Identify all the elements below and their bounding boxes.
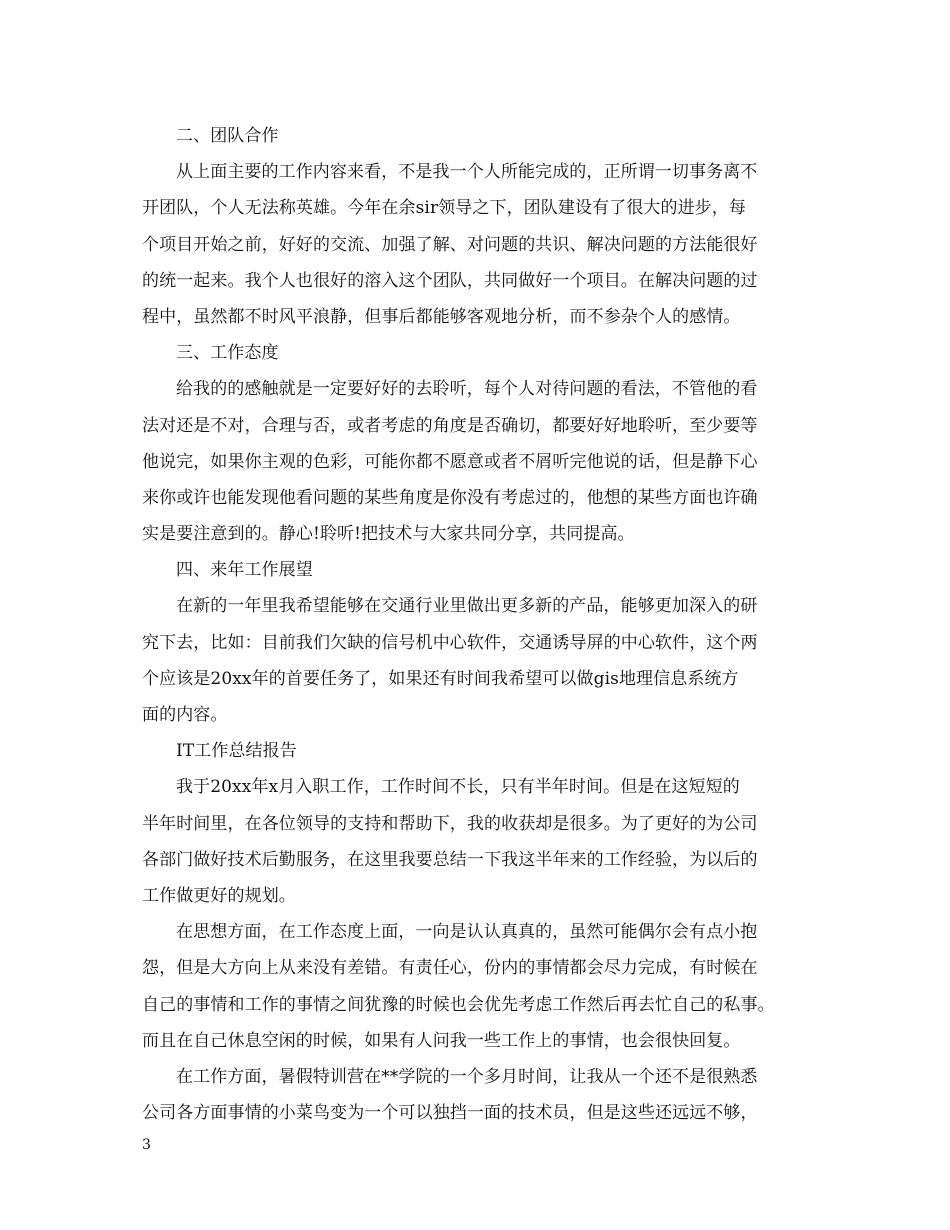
paragraph-line: 在工作方面，暑假特训营在**学院的一个多月时间，让我从一个还不是很熟悉 <box>176 1066 758 1087</box>
paragraph-line: 从上面主要的工作内容来看，不是我一个人所能完成的，正所谓一切事务离不 <box>176 162 758 183</box>
paragraph-line: 怨，但是大方向上从来没有差错。有责任心，份内的事情都会尽力完成，有时候在 <box>142 958 758 979</box>
paragraph-line: 究下去，比如：目前我们欠缺的信号机中心软件，交通诱导屏的中心软件，这个两 <box>142 632 758 653</box>
paragraph-line: 我于20xx年x月入职工作，工作时间不长，只有半年时间。但是在这短短的 <box>176 777 740 798</box>
section-heading-work-attitude: 三、工作态度 <box>176 343 279 364</box>
section-heading-teamwork: 二、团队合作 <box>176 126 279 146</box>
document-body <box>142 118 822 1131</box>
paragraph-line: 他说完，如果你主观的色彩，可能你都不愿意或者不屑听完他说的话，但是静下心 <box>142 451 758 472</box>
paragraph-line: 而且在自己休息空闲的时候，如果有人问我一些工作上的事情，也会很快回复。 <box>142 1030 741 1051</box>
paragraph-line: 在新的一年里我希望能够在交通行业里做出更多新的产品，能够更加深入的研 <box>176 596 758 617</box>
paragraph-line: 在思想方面，在工作态度上面，一向是认认真真的，虽然可能偶尔会有点小抱 <box>176 922 758 943</box>
page-number: 3 <box>142 1137 151 1153</box>
paragraph-line: 工作做更好的规划。 <box>142 885 296 906</box>
paragraph-line: 的统一起来。我个人也很好的溶入这个团队，共同做好一个项目。在解决问题的过 <box>142 270 758 291</box>
paragraph-line: 公司各方面事情的小菜鸟变为一个可以独挡一面的技术员，但是这些还远远不够， <box>142 1103 758 1124</box>
paragraph-line: 各部门做好技术后勤服务，在这里我要总结一下我这半年来的工作经验，为以后的 <box>142 849 758 870</box>
paragraph-line: 面的内容。 <box>142 705 228 725</box>
paragraph-line: 自己的事情和工作的事情之间犹豫的时候也会优先考虑工作然后再去忙自己的私事。 <box>142 994 775 1015</box>
paragraph-line: 个应该是20xx年的首要任务了，如果还有时间我希望可以做gis地理信息系统方 <box>142 668 739 689</box>
paragraph-line: 法对还是不对，合理与否，或者考虑的角度是否确切，都要好好地聆听，至少要等 <box>142 415 758 436</box>
paragraph-line: 来你或许也能发现他看问题的某些角度是你没有考虑过的，他想的某些方面也许确 <box>142 487 758 508</box>
paragraph-line: 给我的的感触就是一定要好好的去聆听，每个人对待问题的看法，不管他的看 <box>176 379 758 400</box>
paragraph-line: 实是要注意到的。静心!聆听!把技术与大家共同分享，共同提高。 <box>142 524 635 545</box>
section-heading-next-year-outlook: 四、来年工作展望 <box>176 560 313 581</box>
report-title: IT工作总结报告 <box>176 741 297 762</box>
paragraph-line: 个项目开始之前，好好的交流、加强了解、对问题的共识、解决问题的方法能很好 <box>142 234 758 255</box>
paragraph-line: 半年时间里，在各位领导的支持和帮助下，我的收获却是很多。为了更好的为公司 <box>142 813 758 834</box>
paragraph-line: 开团队，个人无法称英雄。今年在余sir领导之下，团队建设有了很大的进步，每 <box>142 198 746 219</box>
paragraph-line: 程中，虽然都不时风平浪静，但事后都能够客观地分析，而不参杂个人的感情。 <box>142 306 741 327</box>
